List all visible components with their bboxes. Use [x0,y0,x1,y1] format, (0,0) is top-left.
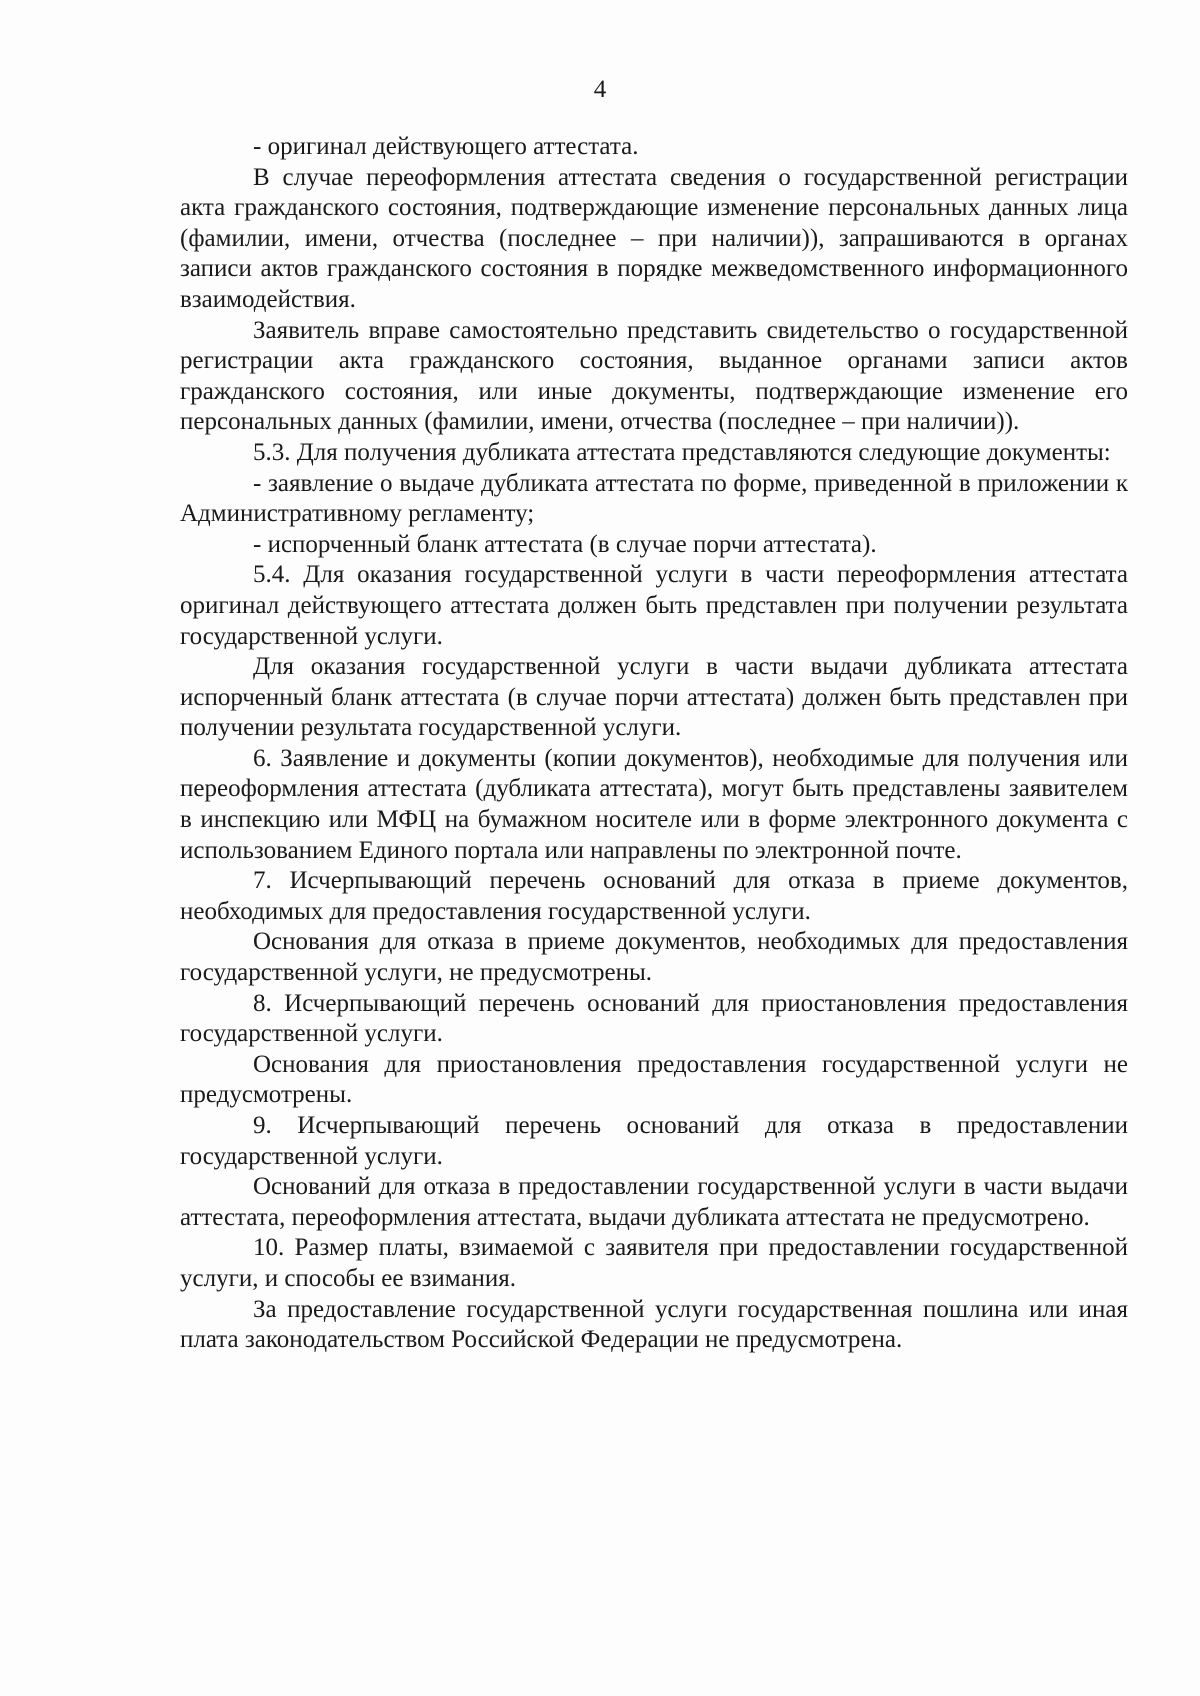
paragraph: Основания для отказа в приеме документов, необходимых для предоставления государственной услуги, не предусмотрены. [180,928,1128,987]
paragraph: 10. Размер платы, взимаемой с заявителя при предоставлении государственной услуги, и способы ее взимания. [180,1234,1128,1292]
paragraph: 5.3. Для получения дубликата аттестата представляются следующие документы: [253,438,1111,466]
paragraph: - испорченный бланк аттестата (в случае порчи аттестата). [253,530,877,558]
paragraph: 7. Исчерпывающий перечень оснований для отказа в приеме документов, необходимых для предоставления государственной услуги. [180,867,1128,925]
paragraph: 9. Исчерпывающий перечень оснований для отказа в предоставлении государственной услуги. [180,1112,1128,1170]
paragraph: Заявитель вправе самостоятельно представить свидетельство о государственной регистрации акта гражданского состояния, выданное органами записи актов гражданского состояния, или иные документы, подтверждающие изменение его персональных данных (фамилии, имени, отчества (последнее – при наличии)). [180,316,1128,436]
paragraph: В случае переоформления аттестата сведения о государственной регистрации акта гражданского состояния, подтверждающие изменение персональных данных лица (фамилии, имени, отчества (последнее – при наличии)), запрашиваются в органах записи актов гражданского состояния в порядке межведомственного информационного взаимодействия. [180,163,1128,313]
document-body [180,132,1128,1356]
paragraph: 6. Заявление и документы (копии документов), необходимые для получения или переоформления аттестата (дубликата аттестата), могут быть представлены заявителем в инспекцию или МФЦ на бумажном носителе или в форме электронного документа с использованием Единого портала или направлены по электронной почте. [180,744,1128,864]
paragraph: Основания для приостановления предоставления государственной услуги не предусмотрены. [180,1050,1128,1109]
paragraph: - оригинал действующего аттестата. [253,133,639,160]
page-number: 4 [593,76,607,103]
paragraph: - заявление о выдаче дубликата аттестата по форме, приведенной в приложении к Административному регламенту; [180,469,1128,528]
paragraph: 8. Исчерпывающий перечень оснований для приостановления предоставления государственной услуги. [180,989,1128,1048]
paragraph: Оснований для отказа в предоставлении государственной услуги в части выдачи аттестата, переоформления аттестата, выдачи дубликата аттестата не предусмотрено. [180,1173,1128,1231]
paragraph: 5.4. Для оказания государственной услуги в части переоформления аттестата оригинал действующего аттестата должен быть представлен при получении результата государственной услуги. [180,561,1128,650]
paragraph: Для оказания государственной услуги в части выдачи дубликата аттестата испорченный бланк аттестата (в случае порчи аттестата) должен быть представлен при получении результата государственной услуги. [180,653,1128,742]
paragraph: За предоставление государственной услуги государственная пошлина или иная плата законодательством Российской Федерации не предусмотрена. [180,1295,1128,1354]
